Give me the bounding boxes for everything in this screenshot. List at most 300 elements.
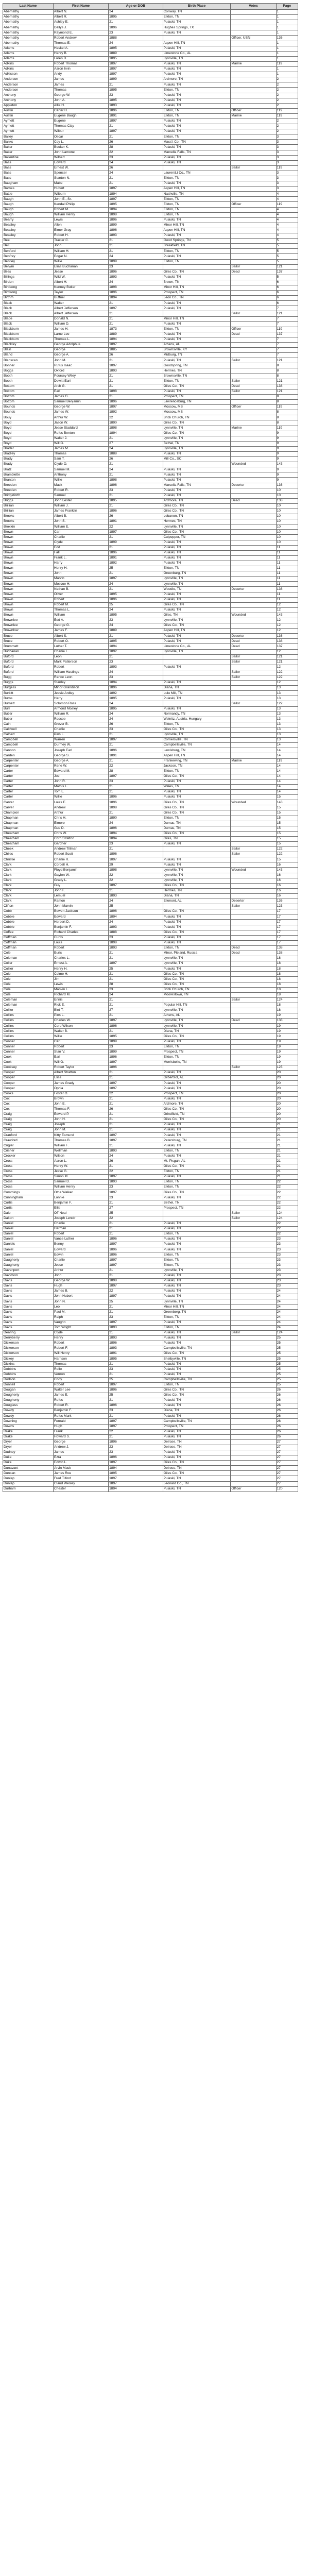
first-name-cell: Wild W.	[53, 275, 108, 280]
page-cell: 1	[276, 30, 298, 36]
age-dob-cell: 23	[109, 618, 163, 623]
birth-place-cell: Elkton, TN	[163, 1258, 231, 1263]
votes-cell	[231, 51, 276, 56]
table-row	[3, 545, 298, 550]
last-name-cell: Caldwell	[3, 727, 54, 732]
table-row	[3, 1372, 298, 1377]
votes-cell: Sailor	[231, 379, 276, 384]
last-name-cell: Anderson	[3, 82, 54, 88]
table-row	[3, 519, 298, 524]
first-name-cell: Clyde O.	[53, 462, 108, 467]
birth-place-cell: Pulaski, TN	[163, 592, 231, 597]
table-row	[3, 935, 298, 940]
votes-cell	[231, 41, 276, 46]
votes-cell	[231, 566, 276, 571]
table-row	[3, 805, 298, 810]
age-dob-cell: 21	[109, 1268, 163, 1273]
table-row	[3, 784, 298, 789]
birth-place-cell: Pulaski, TN	[163, 540, 231, 545]
age-dob-cell: 1894	[109, 296, 163, 301]
first-name-cell: Arthur W.	[53, 415, 108, 420]
age-dob-cell: 24	[109, 899, 163, 904]
last-name-cell: Anderson	[3, 88, 54, 93]
votes-cell	[231, 711, 276, 717]
first-name-cell: Thomas L.	[53, 607, 108, 613]
votes-cell	[231, 1185, 276, 1190]
table-row	[3, 883, 298, 888]
votes-cell	[231, 306, 276, 311]
page-cell: 7	[276, 337, 298, 342]
last-name-cell: Butler	[3, 711, 54, 717]
last-name-cell: Burkitt	[3, 691, 54, 696]
birth-place-cell: Pulaski, TN	[163, 1128, 231, 1133]
first-name-cell: Jason W.	[53, 420, 108, 426]
birth-place-cell	[163, 462, 231, 467]
votes-cell	[231, 1044, 276, 1049]
table-row	[3, 51, 298, 56]
votes-cell: Officer, USN	[231, 36, 276, 41]
age-dob-cell: 1896	[109, 509, 163, 514]
table-row	[3, 1387, 298, 1393]
birth-place-cell: Pulaski, TN	[163, 321, 231, 327]
votes-cell	[231, 1429, 276, 1434]
age-dob-cell: 21	[109, 374, 163, 379]
table-row	[3, 1434, 298, 1439]
votes-cell	[231, 457, 276, 462]
birth-place-cell: Campbellsville, TN	[163, 1346, 231, 1351]
birth-place-cell: Aspen Hill, TN	[163, 228, 231, 233]
last-name-cell: Craig	[3, 1123, 54, 1128]
first-name-cell: Richard Charles	[53, 930, 108, 935]
last-name-cell: Butler	[3, 717, 54, 722]
last-name-cell: Brown	[3, 613, 54, 618]
age-dob-cell: 22	[109, 1289, 163, 1294]
votes-cell	[231, 1159, 276, 1164]
last-name-cell: Davis	[3, 1299, 54, 1304]
first-name-cell: Willie	[53, 795, 108, 800]
last-name-cell: Brady	[3, 457, 54, 462]
first-name-cell: Frank L.	[53, 555, 108, 561]
table-row	[3, 1320, 298, 1325]
page-cell: 11	[276, 592, 298, 597]
birth-place-cell: Conway, TN	[163, 10, 231, 15]
table-row	[3, 982, 298, 987]
last-name-cell: Campbell	[3, 743, 54, 748]
page-cell: 9	[276, 467, 298, 472]
age-dob-cell: 24	[109, 701, 163, 706]
age-dob-cell: 1896	[109, 400, 163, 405]
first-name-cell: Curtis	[53, 935, 108, 940]
birth-place-cell: Prospect, TN	[163, 1424, 231, 1429]
birth-place-cell: Diana, TN	[163, 1029, 231, 1034]
first-name-cell: Carl	[53, 530, 108, 535]
page-cell: 9	[276, 446, 298, 451]
page-cell: 121	[276, 389, 298, 394]
votes-cell: Sailor	[231, 358, 276, 363]
page-cell: 3	[276, 145, 298, 150]
age-dob-cell: 28	[109, 145, 163, 150]
age-dob-cell: 21	[109, 1310, 163, 1315]
table-row	[3, 41, 298, 46]
first-name-cell: Carl	[53, 1039, 108, 1044]
age-dob-cell: 1896	[109, 217, 163, 223]
table-row	[3, 436, 298, 441]
table-row	[3, 1071, 298, 1076]
age-dob-cell: 25	[109, 1377, 163, 1382]
votes-cell	[231, 524, 276, 530]
birth-place-cell: Pulaski, TN	[163, 20, 231, 25]
birth-place-cell: Petersburg, TN	[163, 1138, 231, 1143]
age-dob-cell: 1894	[109, 914, 163, 920]
table-row	[3, 1486, 298, 1492]
table-row	[3, 483, 298, 488]
votes-cell: Sailor	[231, 389, 276, 394]
first-name-cell: Off Neal	[53, 1211, 108, 1216]
last-name-cell: Cooper	[3, 1086, 54, 1091]
first-name-cell: Charlie L.	[53, 649, 108, 654]
page-cell: 13	[276, 722, 298, 727]
age-dob-cell: 1897	[109, 1419, 163, 1424]
page-cell: 15	[276, 821, 298, 826]
first-name-cell: Joseph	[53, 1123, 108, 1128]
first-name-cell: Andrew J.	[53, 1445, 108, 1450]
first-name-cell: Vance Luther	[53, 1237, 108, 1242]
table-row	[3, 165, 298, 171]
last-name-cell: Brillian	[3, 503, 54, 509]
table-row	[3, 857, 298, 862]
birth-place-cell	[163, 675, 231, 681]
last-name-cell: Carver	[3, 800, 54, 805]
header-row	[3, 4, 298, 10]
page-cell: 23	[276, 1263, 298, 1268]
age-dob-cell: 1896	[109, 1252, 163, 1258]
last-name-cell: Black	[3, 306, 54, 311]
page-cell: 121	[276, 264, 298, 269]
last-name-cell: Duke	[3, 1461, 54, 1466]
first-name-cell: Jesse Staddard	[53, 426, 108, 431]
table-row	[3, 259, 298, 264]
page-cell: 14	[276, 774, 298, 779]
first-name-cell: Albert H.	[53, 280, 108, 285]
votes-cell	[231, 592, 276, 597]
last-name-cell: Collins	[3, 1013, 54, 1019]
table-row	[3, 1341, 298, 1346]
page-cell: 8	[276, 410, 298, 415]
first-name-cell: Stanley	[53, 681, 108, 686]
age-dob-cell: 1892	[109, 649, 163, 654]
page-cell: 20	[276, 1112, 298, 1117]
first-name-cell: John N.	[53, 1299, 108, 1304]
votes-cell	[231, 555, 276, 561]
votes-cell	[231, 992, 276, 997]
last-name-cell: Burgess	[3, 686, 54, 691]
page-cell: 5	[276, 275, 298, 280]
votes-cell	[231, 519, 276, 524]
table-row	[3, 264, 298, 269]
age-dob-cell: 25	[109, 967, 163, 972]
last-name-cell: Cook	[3, 1060, 54, 1065]
birth-place-cell: Pulaski, TN	[163, 1096, 231, 1101]
birth-place-cell: Morrisbelle, TN	[163, 1060, 231, 1065]
votes-cell	[231, 1008, 276, 1013]
page-cell: 20	[276, 1071, 298, 1076]
birth-place-cell: Pulaski, TN	[163, 1273, 231, 1278]
page-cell: 119	[276, 108, 298, 113]
page-cell: 10	[276, 535, 298, 540]
page-cell: 18	[276, 992, 298, 997]
birth-place-cell: Pulaski, TN	[163, 118, 231, 124]
age-dob-cell: 21	[109, 1372, 163, 1377]
first-name-cell: Albert S.	[53, 634, 108, 639]
birth-place-cell: Lynnville, TN	[163, 873, 231, 878]
age-dob-cell: 1897	[109, 343, 163, 348]
page-cell: 124	[276, 997, 298, 1003]
last-name-cell: Dickerson	[3, 1346, 54, 1351]
page-cell: 3	[276, 176, 298, 181]
first-name-cell: Luther T.	[53, 644, 108, 649]
first-name-cell: Oscar	[53, 134, 108, 140]
age-dob-cell: 21	[109, 888, 163, 893]
votes-cell	[231, 1175, 276, 1180]
first-name-cell: James M.	[53, 446, 108, 451]
page-cell: 25	[276, 1377, 298, 1382]
votes-cell	[231, 535, 276, 540]
age-dob-cell: 23	[109, 1044, 163, 1049]
page-cell: 5	[276, 239, 298, 244]
last-name-cell: Curtis	[3, 1200, 54, 1206]
birth-place-cell: Giles Co., TN	[163, 810, 231, 816]
age-dob-cell: 21	[109, 379, 163, 384]
birth-place-cell: Pulaski, TN	[163, 160, 231, 165]
page-cell: 1	[276, 51, 298, 56]
votes-cell	[231, 826, 276, 831]
page-cell: 6	[276, 301, 298, 306]
table-row	[3, 36, 298, 41]
age-dob-cell: 23	[109, 779, 163, 784]
age-dob-cell: 1893	[109, 1148, 163, 1154]
page-cell: 11	[276, 582, 298, 587]
first-name-cell: John Lester	[53, 498, 108, 503]
page-cell: 8	[276, 368, 298, 374]
page-cell: 22	[276, 1206, 298, 1211]
page-cell: 136	[276, 899, 298, 904]
table-row	[3, 1424, 298, 1429]
votes-cell: Deserter	[231, 634, 276, 639]
table-row	[3, 597, 298, 602]
header-last-name: Last Name	[3, 4, 54, 10]
votes-cell	[231, 192, 276, 197]
table-row	[3, 613, 298, 618]
table-row	[3, 1003, 298, 1008]
birth-place-cell: Goodspring, TN	[163, 363, 231, 368]
first-name-cell: Will G.	[53, 441, 108, 446]
votes-cell	[231, 1148, 276, 1154]
age-dob-cell: 1893	[109, 945, 163, 951]
page-cell: 136	[276, 36, 298, 41]
birth-place-cell: Giles Co., TN	[163, 1471, 231, 1476]
table-row	[3, 1096, 298, 1101]
page-cell: 18	[276, 1003, 298, 1008]
table-row	[3, 1237, 298, 1242]
age-dob-cell: 1895	[109, 98, 163, 103]
birth-place-cell: Cornersville, TN	[163, 738, 231, 743]
page-cell: 17	[276, 925, 298, 930]
age-dob-cell: 1897	[109, 1242, 163, 1247]
table-row	[3, 821, 298, 826]
first-name-cell: John E., Sr.	[53, 197, 108, 202]
last-name-cell: Baker	[3, 145, 54, 150]
birth-place-cell: Weinitz, Austria, Hungary	[163, 717, 231, 722]
birth-place-cell: Athens, AL	[163, 343, 231, 348]
table-row	[3, 1117, 298, 1122]
first-name-cell: Poursey Wiley	[53, 374, 108, 379]
table-row	[3, 774, 298, 779]
last-name-cell: Booth	[3, 374, 54, 379]
table-row	[3, 239, 298, 244]
page-cell: 123	[276, 904, 298, 909]
first-name-cell: Robert M.	[53, 602, 108, 607]
votes-cell	[231, 597, 276, 602]
votes-cell	[231, 1117, 276, 1122]
birth-place-cell: Prospect, TN	[163, 1049, 231, 1055]
age-dob-cell: 21	[109, 249, 163, 254]
birth-place-cell: Lynnville, TN	[163, 956, 231, 961]
table-row	[3, 1226, 298, 1231]
page-cell: 19	[276, 1044, 298, 1049]
first-name-cell: Edward	[53, 1247, 108, 1252]
age-dob-cell: 1891	[109, 519, 163, 524]
age-dob-cell: 25	[109, 1299, 163, 1304]
page-cell: 4	[276, 228, 298, 233]
last-name-cell: Coffman	[3, 940, 54, 945]
table-row	[3, 810, 298, 816]
page-cell: 23	[276, 1273, 298, 1278]
page-cell: 122	[276, 675, 298, 681]
first-name-cell: Leo	[53, 1304, 108, 1310]
votes-cell	[231, 956, 276, 961]
birth-place-cell: Pulaski, TN	[163, 607, 231, 613]
votes-cell	[231, 124, 276, 129]
page-cell: 119	[276, 327, 298, 332]
table-row	[3, 108, 298, 113]
votes-cell	[231, 368, 276, 374]
page-cell: 124	[276, 1330, 298, 1335]
votes-cell	[231, 1258, 276, 1263]
first-name-cell: Clyde	[53, 540, 108, 545]
age-dob-cell: 1895	[109, 706, 163, 711]
page-cell: 13	[276, 727, 298, 732]
last-name-cell: Dudney	[3, 1450, 54, 1455]
last-name-cell: Daniel	[3, 1237, 54, 1242]
age-dob-cell: 21	[109, 1143, 163, 1148]
page-cell: 20	[276, 1107, 298, 1112]
last-name-cell: Brown	[3, 577, 54, 582]
votes-cell	[231, 883, 276, 888]
last-name-cell: Cheatham	[3, 836, 54, 841]
votes-cell	[231, 706, 276, 711]
table-row	[3, 873, 298, 878]
birth-place-cell: Lawrenceburg, TN	[163, 400, 231, 405]
age-dob-cell: 1889	[109, 629, 163, 634]
votes-cell: Marine	[231, 758, 276, 764]
page-cell: 14	[276, 748, 298, 753]
birth-place-cell: Pulaski, TN	[163, 1071, 231, 1076]
votes-cell	[231, 493, 276, 498]
table-row	[3, 1461, 298, 1466]
votes-cell: Sailor	[231, 659, 276, 665]
votes-cell	[231, 967, 276, 972]
votes-cell	[231, 1206, 276, 1211]
votes-cell	[231, 436, 276, 441]
votes-cell	[231, 1414, 276, 1419]
page-cell: 12	[276, 623, 298, 629]
last-name-cell: Cooper	[3, 1076, 54, 1081]
table-row	[3, 1138, 298, 1143]
birth-place-cell: Pulaski, TN	[163, 706, 231, 711]
table-row	[3, 862, 298, 868]
table-row	[3, 1164, 298, 1169]
birth-place-cell	[163, 165, 231, 171]
votes-cell	[231, 961, 276, 967]
age-dob-cell: 1891	[109, 753, 163, 758]
table-row	[3, 394, 298, 399]
last-name-cell: Brown	[3, 571, 54, 577]
first-name-cell: Walter	[53, 301, 108, 306]
table-row	[3, 602, 298, 607]
birth-place-cell: Giles Co., TN	[163, 420, 231, 426]
page-cell: 2	[276, 93, 298, 98]
last-name-cell: Davidson	[3, 1273, 54, 1278]
last-name-cell: Crawford	[3, 1138, 54, 1143]
votes-cell	[231, 1164, 276, 1169]
votes-cell	[231, 1195, 276, 1200]
first-name-cell: Wilbert	[53, 155, 108, 160]
page-cell: 136	[276, 483, 298, 488]
first-name-cell: William Hastings	[53, 670, 108, 675]
votes-cell: Deserter	[231, 899, 276, 904]
table-row	[3, 1445, 298, 1450]
age-dob-cell: 23	[109, 30, 163, 36]
votes-cell	[231, 441, 276, 446]
birth-place-cell: Giles Co., TN	[163, 1387, 231, 1393]
birth-place-cell: Minor, Pleland, Russia	[163, 951, 231, 956]
page-cell: 26	[276, 1429, 298, 1434]
page-cell: 136	[276, 587, 298, 592]
birth-place-cell: Pulaski, TN	[163, 301, 231, 306]
table-row	[3, 1044, 298, 1049]
table-row	[3, 140, 298, 145]
first-name-cell: Bird T.	[53, 1008, 108, 1013]
last-name-cell: Brillian	[3, 509, 54, 514]
first-name-cell: Ellis	[53, 1206, 108, 1211]
page-cell: 24	[276, 1299, 298, 1304]
first-name-cell: Elmer Gray	[53, 228, 108, 233]
table-row	[3, 1034, 298, 1039]
first-name-cell: Oxford	[53, 368, 108, 374]
page-cell: 12	[276, 629, 298, 634]
first-name-cell: Albert B.	[53, 514, 108, 519]
birth-place-cell	[163, 36, 231, 41]
age-dob-cell: 24	[109, 607, 163, 613]
birth-place-cell: Elkton, TN	[163, 769, 231, 774]
last-name-cell: Anthony	[3, 93, 54, 98]
birth-place-cell: Marcella Falls, TN	[163, 483, 231, 488]
birth-place-cell: Campbellsville, TN	[163, 743, 231, 748]
age-dob-cell: 1895	[109, 202, 163, 207]
last-name-cell: Bass	[3, 171, 54, 176]
last-name-cell: Cheatham	[3, 831, 54, 836]
age-dob-cell: 21	[109, 1123, 163, 1128]
